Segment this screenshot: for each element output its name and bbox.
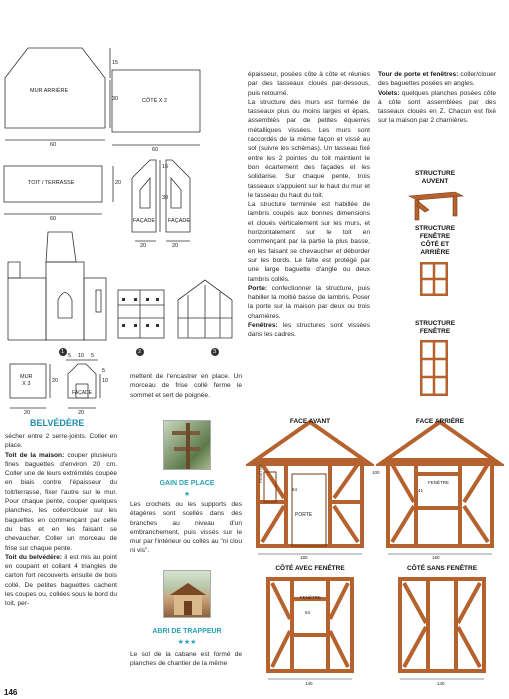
col2-para-5 <box>248 321 370 340</box>
cote-sans-fenetre-title: CÔTÉ SANS FENÊTRE <box>406 565 478 572</box>
col1-para-3 <box>5 553 117 609</box>
col1-para-2 <box>5 451 117 553</box>
label-mur-x3: MUR X 3 <box>20 374 33 387</box>
page-number: 146 <box>4 688 18 697</box>
col1-para-1: sécher entre 2 serre-joints. Coller en place. <box>5 433 117 450</box>
label-dim-15: 15 <box>112 60 119 66</box>
label-mur-arriere: MUR ARRIÈRE <box>30 88 69 94</box>
photo-abri-de-trappeur <box>163 570 211 618</box>
step-number-2: 2 <box>138 349 142 355</box>
column-3-text <box>378 70 496 126</box>
col1-para-3-bold: Toit du belvédère: <box>5 553 63 561</box>
label-cote-x2: CÔTÉ X 2 <box>142 98 168 104</box>
label-dim-20b: 20 <box>140 243 147 249</box>
label-dim-30: 30 <box>112 96 119 102</box>
col2-para-5-text: les structures sont vissées dans les cadres. <box>248 322 370 339</box>
cote-avec-fenetre-dim-54: 54 <box>305 610 311 615</box>
label-dim-20d: 20 <box>24 410 31 416</box>
face-arriere-fenetre-label: FENÊTRE <box>428 480 450 485</box>
cote-avec-fenetre-dim-140: 140 <box>305 681 313 686</box>
structure-fenetre-drawing <box>420 340 448 396</box>
abri-de-trappeur-stars: ★★★ <box>177 639 197 646</box>
frame-face-avant <box>246 412 374 562</box>
col2-para-4 <box>248 284 370 321</box>
label-dim-30b: 30 <box>162 195 169 201</box>
label-dim-60a: 60 <box>50 142 57 148</box>
abri-de-trappeur-text: Le sol de la cabane est formé de planches de chantier de la même <box>130 651 242 668</box>
structure-auvent-drawing <box>405 188 467 222</box>
col1-para-3-text: il est mis au point en coupant et collant 4 triangles de carton fort recouverts ensuite de bois collé. De petites baguettes cachent les coupes ou, collées sous le bord du toit, per- <box>5 553 117 608</box>
label-dim-20a: 20 <box>115 180 122 186</box>
label-dim-5c: 5 <box>102 368 106 374</box>
step-number-3: 3 <box>213 349 217 355</box>
col2-para-5-bold: Fenêtres: <box>248 322 278 330</box>
structure-fenetre-label: STRUCTURE FENÊTRE <box>414 320 456 335</box>
col3-para-2-text: quelques planches posées côte à côte sont assemblées par des tasseaux cloués en Z. Chacun est fixé sur la maison par 2 charnières. <box>378 89 496 125</box>
col1-para-2-text: couper plusieurs fines baguettes d'environ 20 cm. Coller une de leurs extrémités coupée en biais contre l'épaisseur du toit/terrasse, fixer l'autre sur le mur. Pour chaque pente, couper quelques planches, les coller/clouer sur les baguettes en commençant par celle du bas et en les faisant se chevaucher. Coller un morceau de frise sur chaque pente. <box>5 451 117 552</box>
face-avant-porte-label: PORTE <box>295 512 313 518</box>
col3-para-1-text: coller/clouer des baguettes posées en angles. <box>378 71 496 88</box>
col2-para-4-text: confectionner la structure, puis habiller la moitié basse de lambris. Poser la porte sur la maison par deux ou trois charnières. <box>248 284 370 320</box>
col2-para-3: La structure terminée est habillée de lambris coupés aux bonnes dimensions et cloués verticalement sur les murs, et horizontalement sur le toit en commençant par la partie la plus basse, en les faisant se chevaucher et déborder sur les bords. Le faîte est protégé par une large baguette d'angle ou deux lambris collés. <box>248 201 370 283</box>
label-facade-right: FAÇADE <box>168 218 191 224</box>
face-avant-fenetre-label: FENÊTRE <box>258 464 263 483</box>
cote-avec-fenetre-fenetre-label: FENÊTRE <box>300 595 322 600</box>
face-arriere-dim-160: 160 <box>432 555 440 560</box>
column-2-bottom-text: mettent de l'encastrer en place. Un morceau de frise collé ferme le sommet et sert de poignée. <box>130 373 242 399</box>
photo-gain-de-place <box>163 420 211 470</box>
belvedere-title: BELVÉDÈRE <box>30 418 85 428</box>
col2-para-4-bold: Porte: <box>248 284 268 292</box>
cote-sans-fenetre-dim-140: 140 <box>437 681 445 686</box>
label-dim-60c: 60 <box>50 216 57 222</box>
cote-avec-fenetre-title: CÔTÉ AVEC FENÊTRE <box>275 565 345 572</box>
step-number-1: 1 <box>61 349 65 355</box>
col3-para-2 <box>378 89 496 126</box>
label-facade-left: FAÇADE <box>133 218 156 224</box>
label-dim-16: 16 <box>162 164 169 170</box>
col3-para-1 <box>378 70 496 89</box>
face-avant-dim-100: 100 <box>372 470 380 475</box>
col1-para-2-bold: Toit de la maison: <box>5 451 65 459</box>
label-dim-20c: 20 <box>172 243 179 249</box>
column-2-text <box>248 70 370 340</box>
gain-de-place-text: Les crochets ou les supports des étagères sont scellés dans des branches au niveau d'un embranchement, puis vissés sur le mur par l'intérieur ou collés au "ni clou ni vis". <box>130 501 242 555</box>
face-arriere-title: FACE ARRIÈRE <box>415 418 465 425</box>
label-dim-5a: 5 <box>68 353 72 359</box>
label-dim-10c: 10 <box>102 378 109 384</box>
label-dim-20f: 20 <box>52 378 59 384</box>
frame-cote-avec-fenetre <box>260 575 360 685</box>
gain-de-place-stars: ★ <box>183 491 191 498</box>
col2-para-1: épaisseur, posées côte à côte et réunies par des tasseaux cloués par-dessous, puis retourné. <box>248 71 370 97</box>
col3-para-2-bold: Volets: <box>378 89 400 97</box>
face-avant-dim-64: 64 <box>292 487 298 492</box>
col2-para-2: La structure des murs est formée de tasseaux plus ou moins larges et épais, assemblés par de petites équerres métalliques vissées. Les murs sont raccordés de la même façon et vissé au sol (suivre les schémas). Un tasseau fixé entre les 2 pointes du toit maintient le bon écartement des façades et les solidarise. Sur chaque pente, trois tasseaux s'appuient sur le haut du mur et le tasseau du haut du toit. <box>248 98 370 199</box>
face-avant-title: FACE AVANT <box>289 418 331 425</box>
structure-auvent-label: STRUCTURE AUVENT <box>414 170 456 185</box>
label-dim-10a: 10 <box>78 353 85 359</box>
label-toit-terrasse: TOIT / TERRASSE <box>28 180 75 186</box>
abri-de-trappeur-title: ABRI DE TRAPPEUR <box>152 628 222 635</box>
structure-fenetre-cote-arriere-label: STRUCTURE FENÊTRE CÔTÉ ET ARRIÈRE <box>414 225 456 256</box>
label-dim-60b: 60 <box>152 147 159 153</box>
gain-de-place-title: GAIN DE PLACE <box>159 480 215 487</box>
col3-para-1-bold: Tour de porte et fenêtres: <box>378 71 459 78</box>
structure-fenetre-cote-arriere-drawing <box>420 262 448 296</box>
frame-cote-sans-fenetre <box>392 575 492 685</box>
label-dim-20e: 20 <box>78 410 85 416</box>
frame-face-arriere <box>376 412 504 562</box>
label-dim-5b: 5 <box>91 353 95 359</box>
face-avant-dim-160: 160 <box>300 555 308 560</box>
column-1-text <box>5 432 117 609</box>
label-facade-small: FAÇADE <box>72 390 93 396</box>
face-arriere-dim-41: 41 <box>418 488 424 493</box>
